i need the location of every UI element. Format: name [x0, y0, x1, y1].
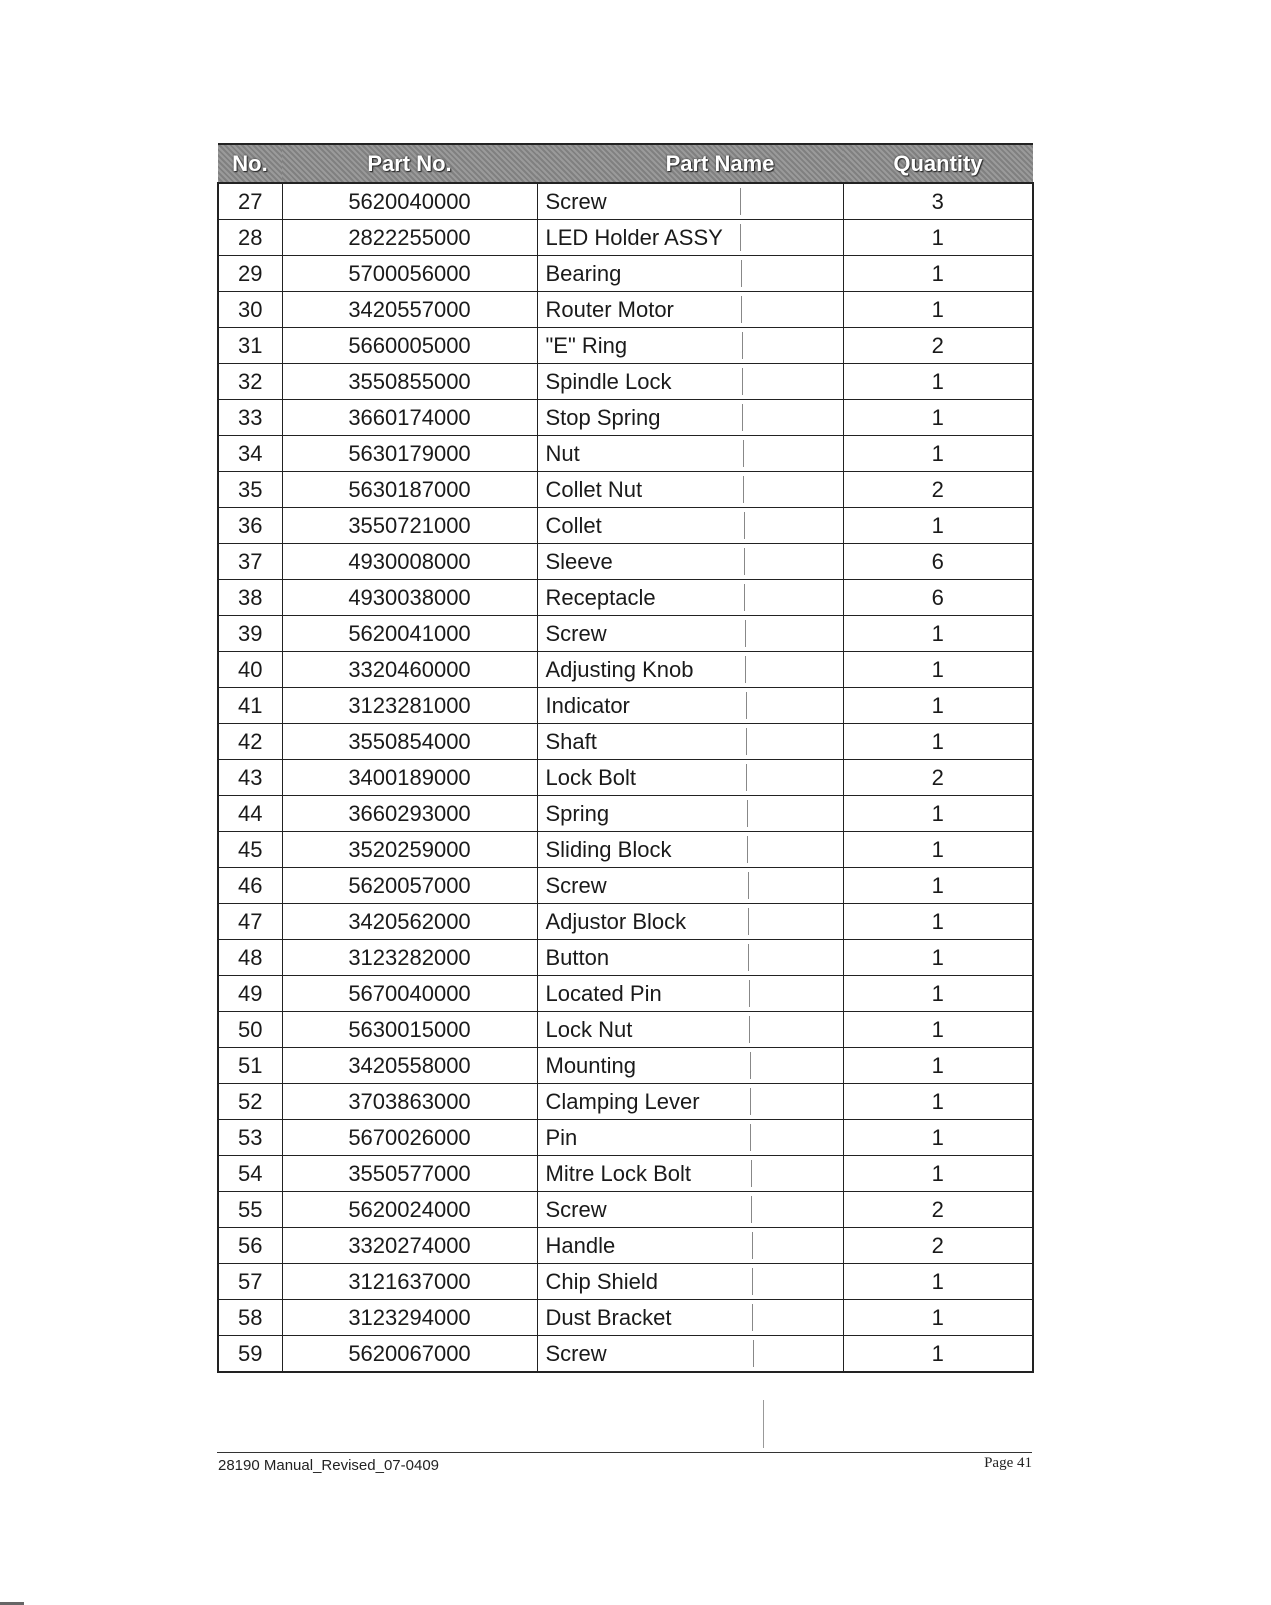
- cell-quantity: 1: [843, 400, 1033, 436]
- faint-column-rule: [748, 872, 749, 899]
- cell-part-name: [537, 292, 843, 328]
- cell-item-no: 32: [218, 364, 282, 400]
- cell-item-no: 57: [218, 1264, 282, 1300]
- cell-part-name: [537, 1084, 843, 1120]
- part-name-text: Indicator: [545, 692, 630, 718]
- table-row: [218, 508, 1033, 544]
- table-row: [218, 1012, 1033, 1048]
- cell-item-no: 28: [218, 220, 282, 256]
- cell-item-no: 44: [218, 796, 282, 832]
- cell-part-number: 5660005000: [282, 328, 537, 364]
- table-row: [218, 400, 1033, 436]
- cell-quantity: 1: [843, 868, 1033, 904]
- cell-item-no: 52: [218, 1084, 282, 1120]
- cell-part-number: 3123282000: [282, 940, 537, 976]
- cell-quantity: 1: [843, 1084, 1033, 1120]
- scan-artifact-line: [763, 1400, 764, 1448]
- cell-part-number: 3703863000: [282, 1084, 537, 1120]
- faint-column-rule: [741, 296, 742, 323]
- part-name-text: Screw: [545, 872, 607, 898]
- table-row: [218, 868, 1033, 904]
- cell-part-name: [537, 652, 843, 688]
- table-row: [218, 904, 1033, 940]
- cell-part-name: [537, 796, 843, 832]
- cell-part-name: [537, 1048, 843, 1084]
- table-row: [218, 183, 1033, 220]
- part-name-text: Button: [545, 944, 610, 970]
- cell-part-name: [537, 724, 843, 760]
- table-row: [218, 1300, 1033, 1336]
- cell-quantity: 2: [843, 328, 1033, 364]
- cell-quantity: 1: [843, 364, 1033, 400]
- cell-quantity: 1: [843, 220, 1033, 256]
- cell-quantity: 1: [843, 256, 1033, 292]
- faint-column-rule: [740, 188, 741, 215]
- cell-quantity: 6: [843, 544, 1033, 580]
- part-name-text: Sliding Block: [545, 836, 672, 862]
- cell-part-name: [537, 400, 843, 436]
- part-name-text: Screw: [545, 1196, 607, 1222]
- faint-column-rule: [749, 980, 750, 1007]
- faint-column-rule: [743, 440, 744, 467]
- cell-item-no: 39: [218, 616, 282, 652]
- cell-quantity: 1: [843, 940, 1033, 976]
- part-name-text: Receptacle: [545, 584, 656, 610]
- part-name-text: Nut: [545, 440, 580, 466]
- column-header-no: No.: [218, 144, 282, 183]
- part-name-text: Shaft: [545, 728, 597, 754]
- cell-part-name: [537, 1192, 843, 1228]
- part-name-text: Screw: [545, 1340, 607, 1366]
- cell-part-name: [537, 472, 843, 508]
- faint-column-rule: [752, 1268, 753, 1295]
- part-name-text: Mounting: [545, 1052, 637, 1078]
- parts-table: [217, 143, 1034, 1373]
- faint-column-rule: [752, 1232, 753, 1259]
- faint-column-rule: [748, 908, 749, 935]
- cell-quantity: 1: [843, 796, 1033, 832]
- part-name-text: Screw: [545, 188, 607, 214]
- cell-quantity: 1: [843, 1156, 1033, 1192]
- table-row: [218, 1192, 1033, 1228]
- faint-column-rule: [746, 692, 747, 719]
- cell-part-name: [537, 436, 843, 472]
- faint-column-rule: [742, 332, 743, 359]
- faint-column-rule: [745, 656, 746, 683]
- cell-part-number: 3520259000: [282, 832, 537, 868]
- cell-part-name: [537, 1228, 843, 1264]
- faint-column-rule: [749, 1016, 750, 1043]
- faint-column-rule: [744, 584, 745, 611]
- cell-item-no: 51: [218, 1048, 282, 1084]
- faint-column-rule: [742, 404, 743, 431]
- cell-item-no: 43: [218, 760, 282, 796]
- faint-column-rule: [750, 1124, 751, 1151]
- cell-part-number: 3420562000: [282, 904, 537, 940]
- cell-part-name: [537, 364, 843, 400]
- faint-column-rule: [748, 944, 749, 971]
- cell-part-name: [537, 1012, 843, 1048]
- cell-item-no: 30: [218, 292, 282, 328]
- cell-item-no: 37: [218, 544, 282, 580]
- cell-part-number: 3420557000: [282, 292, 537, 328]
- column-header-part-no: Part No.: [282, 144, 537, 183]
- table-row: [218, 580, 1033, 616]
- part-name-text: Mitre Lock Bolt: [545, 1160, 691, 1186]
- table-row: [218, 1084, 1033, 1120]
- cell-item-no: 50: [218, 1012, 282, 1048]
- table-row: [218, 544, 1033, 580]
- cell-part-number: 3550855000: [282, 364, 537, 400]
- cell-part-number: 5620040000: [282, 183, 537, 220]
- table-row: [218, 292, 1033, 328]
- cell-item-no: 45: [218, 832, 282, 868]
- cell-item-no: 31: [218, 328, 282, 364]
- cell-part-name: [537, 904, 843, 940]
- table-row: [218, 1156, 1033, 1192]
- part-name-text: Clamping Lever: [545, 1088, 700, 1114]
- cell-quantity: 1: [843, 688, 1033, 724]
- cell-item-no: 47: [218, 904, 282, 940]
- part-name-text: Collet Nut: [545, 476, 643, 502]
- cell-part-number: 5620024000: [282, 1192, 537, 1228]
- part-name-text: Spring: [545, 800, 610, 826]
- cell-item-no: 38: [218, 580, 282, 616]
- cell-part-number: 2822255000: [282, 220, 537, 256]
- cell-part-name: [537, 544, 843, 580]
- cell-part-number: 5670026000: [282, 1120, 537, 1156]
- cell-quantity: 1: [843, 724, 1033, 760]
- cell-item-no: 48: [218, 940, 282, 976]
- cell-quantity: 2: [843, 760, 1033, 796]
- faint-column-rule: [744, 548, 745, 575]
- cell-part-name: [537, 1336, 843, 1373]
- cell-quantity: 1: [843, 1012, 1033, 1048]
- cell-part-name: [537, 760, 843, 796]
- cell-part-number: 3320274000: [282, 1228, 537, 1264]
- cell-item-no: 55: [218, 1192, 282, 1228]
- cell-part-number: 3123281000: [282, 688, 537, 724]
- cell-part-number: 5620057000: [282, 868, 537, 904]
- table-row: [218, 472, 1033, 508]
- part-name-text: Adjustor Block: [545, 908, 687, 934]
- cell-quantity: 2: [843, 1192, 1033, 1228]
- cell-quantity: 1: [843, 904, 1033, 940]
- cell-part-number: 3550721000: [282, 508, 537, 544]
- column-header-quantity: Quantity: [843, 144, 1033, 183]
- part-name-text: Adjusting Knob: [545, 656, 694, 682]
- faint-column-rule: [750, 1088, 751, 1115]
- cell-item-no: 59: [218, 1336, 282, 1373]
- cell-item-no: 29: [218, 256, 282, 292]
- faint-column-rule: [751, 1160, 752, 1187]
- table-row: [218, 652, 1033, 688]
- table-row: [218, 724, 1033, 760]
- cell-quantity: 1: [843, 508, 1033, 544]
- table-row: [218, 1264, 1033, 1300]
- cell-part-number: 3550577000: [282, 1156, 537, 1192]
- faint-column-rule: [747, 836, 748, 863]
- cell-part-number: 5630179000: [282, 436, 537, 472]
- part-name-text: Pin: [545, 1124, 578, 1150]
- cell-quantity: 1: [843, 1120, 1033, 1156]
- footer-document-name: 28190 Manual_Revised_07-0409: [218, 1457, 440, 1474]
- cell-part-number: 3400189000: [282, 760, 537, 796]
- cell-item-no: 35: [218, 472, 282, 508]
- table-row: [218, 220, 1033, 256]
- cell-item-no: 42: [218, 724, 282, 760]
- cell-part-number: 3123294000: [282, 1300, 537, 1336]
- cell-item-no: 54: [218, 1156, 282, 1192]
- cell-part-number: 5630015000: [282, 1012, 537, 1048]
- cell-part-name: [537, 508, 843, 544]
- faint-column-rule: [740, 224, 741, 251]
- cell-part-name: [537, 1120, 843, 1156]
- footer-page-number: Page 41: [984, 1455, 1032, 1471]
- cell-quantity: 1: [843, 292, 1033, 328]
- table-row: [218, 796, 1033, 832]
- cell-part-name: [537, 688, 843, 724]
- cell-quantity: 1: [843, 1264, 1033, 1300]
- table-row: [218, 832, 1033, 868]
- faint-column-rule: [743, 476, 744, 503]
- cell-part-name: [537, 1156, 843, 1192]
- table-row: [218, 1228, 1033, 1264]
- part-name-text: Collet: [545, 512, 602, 538]
- part-name-text: Chip Shield: [545, 1268, 659, 1294]
- cell-item-no: 58: [218, 1300, 282, 1336]
- cell-part-number: 3121637000: [282, 1264, 537, 1300]
- faint-column-rule: [753, 1340, 754, 1367]
- table-row: [218, 688, 1033, 724]
- cell-part-number: 3550854000: [282, 724, 537, 760]
- cell-part-name: [537, 1300, 843, 1336]
- cell-part-name: [537, 580, 843, 616]
- faint-column-rule: [752, 1304, 753, 1331]
- cell-quantity: 1: [843, 1336, 1033, 1373]
- cell-item-no: 36: [218, 508, 282, 544]
- table-row: [218, 616, 1033, 652]
- faint-column-rule: [746, 764, 747, 791]
- cell-part-name: [537, 868, 843, 904]
- table-row: [218, 1336, 1033, 1373]
- column-header-part-name: Part Name: [537, 144, 843, 183]
- cell-part-number: 5620041000: [282, 616, 537, 652]
- cell-quantity: 2: [843, 1228, 1033, 1264]
- cell-quantity: 2: [843, 472, 1033, 508]
- faint-column-rule: [742, 368, 743, 395]
- part-name-text: Lock Nut: [545, 1016, 633, 1042]
- table-row: [218, 256, 1033, 292]
- table-row: [218, 760, 1033, 796]
- cell-item-no: 34: [218, 436, 282, 472]
- part-name-text: Handle: [545, 1232, 616, 1258]
- cell-part-name: [537, 1264, 843, 1300]
- table-row: [218, 1048, 1033, 1084]
- faint-column-rule: [741, 260, 742, 287]
- cell-part-number: 5670040000: [282, 976, 537, 1012]
- cell-item-no: 33: [218, 400, 282, 436]
- cell-quantity: 1: [843, 976, 1033, 1012]
- cell-part-name: [537, 940, 843, 976]
- cell-item-no: 41: [218, 688, 282, 724]
- cell-quantity: 3: [843, 183, 1033, 220]
- cell-part-name: [537, 328, 843, 364]
- parts-table-body: [218, 183, 1033, 1372]
- table-row: [218, 976, 1033, 1012]
- cell-item-no: 40: [218, 652, 282, 688]
- cell-quantity: 1: [843, 616, 1033, 652]
- part-name-text: Located Pin: [545, 980, 662, 1006]
- part-name-text: Dust Bracket: [545, 1304, 672, 1330]
- table-row: [218, 1120, 1033, 1156]
- faint-column-rule: [751, 1196, 752, 1223]
- part-name-text: "E" Ring: [545, 332, 628, 358]
- cell-quantity: 1: [843, 832, 1033, 868]
- table-header-row: [218, 144, 1033, 183]
- part-name-text: Lock Bolt: [545, 764, 636, 790]
- faint-column-rule: [746, 728, 747, 755]
- faint-column-rule: [747, 800, 748, 827]
- cell-item-no: 49: [218, 976, 282, 1012]
- table-row: [218, 364, 1033, 400]
- table-row: [218, 328, 1033, 364]
- table-row: [218, 436, 1033, 472]
- cell-part-number: 3320460000: [282, 652, 537, 688]
- cell-quantity: 1: [843, 1048, 1033, 1084]
- cell-part-number: 3420558000: [282, 1048, 537, 1084]
- cell-item-no: 46: [218, 868, 282, 904]
- cell-part-number: 5700056000: [282, 256, 537, 292]
- cell-part-number: 5630187000: [282, 472, 537, 508]
- part-name-text: Spindle Lock: [545, 368, 672, 394]
- faint-column-rule: [750, 1052, 751, 1079]
- faint-column-rule: [744, 512, 745, 539]
- cell-part-name: [537, 183, 843, 220]
- cell-part-name: [537, 616, 843, 652]
- cell-part-number: 4930038000: [282, 580, 537, 616]
- part-name-text: Sleeve: [545, 548, 613, 574]
- cell-part-name: [537, 976, 843, 1012]
- cell-part-number: 5620067000: [282, 1336, 537, 1373]
- cell-quantity: 1: [843, 1300, 1033, 1336]
- part-name-text: LED Holder ASSY: [545, 224, 723, 250]
- part-name-text: Screw: [545, 620, 607, 646]
- cell-part-number: 3660174000: [282, 400, 537, 436]
- cell-quantity: 1: [843, 652, 1033, 688]
- footer-divider: [217, 1452, 1032, 1453]
- cell-part-name: [537, 832, 843, 868]
- cell-part-name: [537, 256, 843, 292]
- cell-item-no: 56: [218, 1228, 282, 1264]
- cell-part-name: [537, 220, 843, 256]
- cell-quantity: 6: [843, 580, 1033, 616]
- part-name-text: Router Motor: [545, 296, 674, 322]
- table-row: [218, 940, 1033, 976]
- cell-quantity: 1: [843, 436, 1033, 472]
- cell-part-number: 3660293000: [282, 796, 537, 832]
- cell-item-no: 53: [218, 1120, 282, 1156]
- part-name-text: Stop Spring: [545, 404, 661, 430]
- cell-item-no: 27: [218, 183, 282, 220]
- faint-column-rule: [745, 620, 746, 647]
- part-name-text: Bearing: [545, 260, 622, 286]
- cell-part-number: 4930008000: [282, 544, 537, 580]
